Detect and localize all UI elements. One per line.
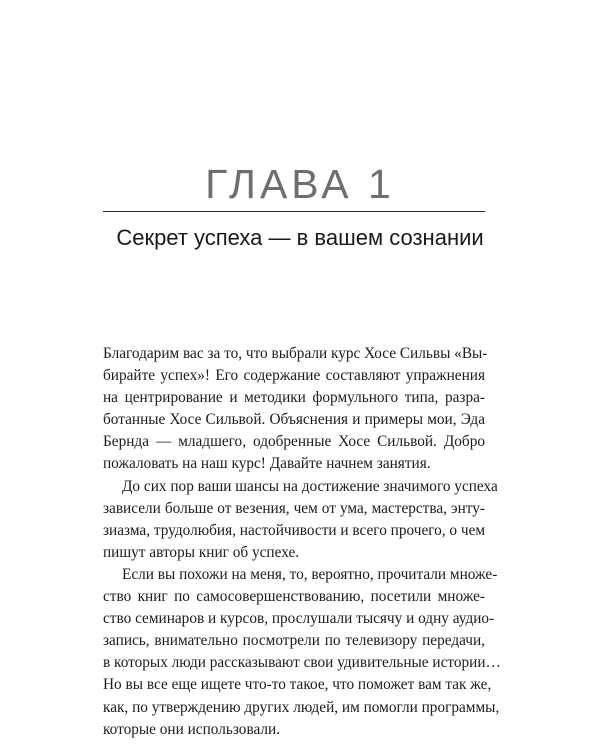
text-line: Бернда — младшего, одобренные Хосе Сильвой. Добро [103, 433, 485, 451]
paragraph-1 [103, 343, 488, 476]
text-line: Если вы похожи на меня, то, вероятно, прочитали множе- [122, 565, 498, 583]
text-line: которые они использовали. [103, 720, 281, 738]
text-line: ство книг по самосовершенствованию, посетили множе- [103, 588, 485, 606]
text-line: как, по утверждению других людей, им помогли программы, [103, 698, 500, 716]
chapter-divider [103, 211, 485, 212]
text-line: пожаловать на наш курс! Давайте начнем занятия. [103, 455, 431, 473]
text-line: ботанные Хосе Сильвой. Объяснения и примеры мои, Эда [103, 411, 485, 429]
text-line: ство семинаров и курсов, прослушали тысячу и одну аудио- [103, 610, 495, 628]
paragraph-3 [103, 564, 501, 741]
text-line: в которых люди рассказывают свои удивительные истории… [103, 654, 501, 672]
text-line: зависели больше от везения, чем от ума, мастерства, энту- [103, 499, 485, 517]
text-line: пишут авторы книг об успехе. [103, 543, 300, 561]
text-line: бирайте успех»! Его содержание составляют упражнения [103, 367, 485, 385]
text-line: До сих пор ваши шансы на достижение значимого успеха [122, 477, 498, 495]
text-line: Но вы все еще ищете что-то такое, что поможет вам так же, [103, 676, 492, 694]
text-line: Благодарим вас за то, что выбрали курс Хосе Сильвы «Вы- [103, 345, 488, 362]
text-line: зиазма, трудолюбия, настойчивости и всего прочего, о чем [103, 521, 486, 539]
text-line: запись, внимательно посмотрели по телевизору передачи, [103, 632, 485, 650]
text-line: на центрирование и методики формульного типа, разра- [103, 389, 485, 407]
body-text [103, 343, 501, 741]
chapter-title: Секрет успеха — в вашем сознании [116, 225, 484, 250]
paragraph-2 [103, 476, 498, 564]
chapter-number: ГЛАВА 1 [205, 161, 395, 207]
